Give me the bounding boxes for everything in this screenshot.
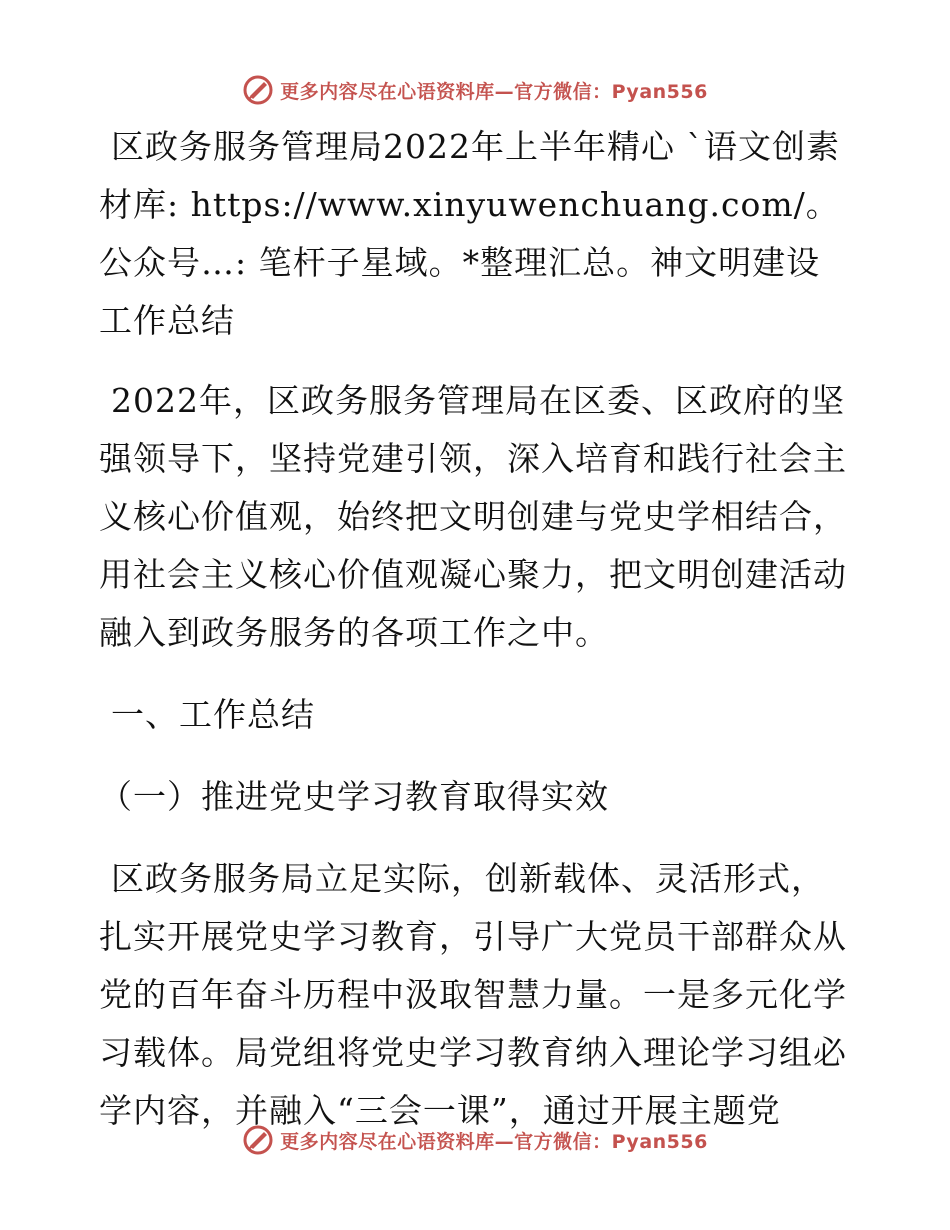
intro-paragraph: 2022年，区政务服务管理局在区委、区政府的坚强领导下，坚持党建引领，深入培育和践行社会主义核心价值观，始终把文明创建与党史学相结合，用社会主义核心价值观凝心聚力，把文明创建活动融入到政务服务的各项工作之中。 xyxy=(99,381,847,652)
subsection-body: 区政务服务局立足实际，创新载体、灵活形式，扎实开展党史学习教育，引导广大党员干部群众从党的百年奋斗历程中汲取智慧力量。一是多元化学习载体。局党组将党史学习教育纳入理论学习组必学内容，并融入“三会一课”，通过开展主题党 xyxy=(99,859,847,1130)
watermark-logo-icon xyxy=(242,1124,274,1156)
watermark-text: 更多内容尽在心语资料库—官方微信：Pyan556 xyxy=(280,1130,708,1153)
document-title: 区政务服务管理局2022年上半年精心 `语文创素材库: https://www.xinyuwenchuang.com/。公众号…: 笔杆子星域。*整理汇总。神文明建设工作总结 xyxy=(99,127,840,340)
watermark-banner-top xyxy=(0,70,950,110)
watermark-logo-icon xyxy=(242,74,274,106)
subsection-heading: （一）推进党史学习教育取得实效 xyxy=(99,777,609,816)
document-body xyxy=(99,118,851,1140)
watermark-text: 更多内容尽在心语资料库—官方微信：Pyan556 xyxy=(280,80,708,103)
watermark-banner-bottom xyxy=(0,1120,950,1160)
section-heading: 一、工作总结 xyxy=(111,695,315,734)
